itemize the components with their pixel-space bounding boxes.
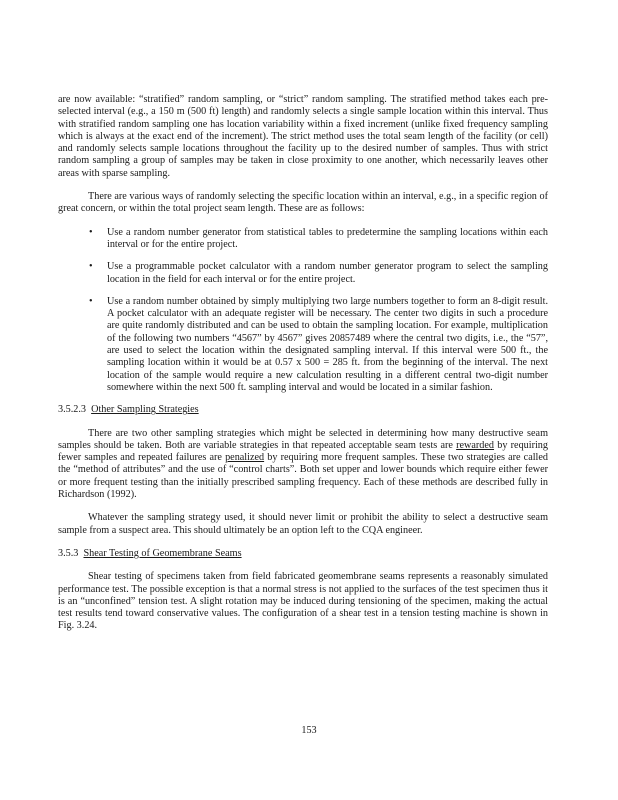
bullet-list xyxy=(58,227,548,395)
paragraph-shear-testing: Shear testing of specimens taken from field fabricated geomembrane seams represents a reasonably simulated performance test. The possible exception is that a normal stress is not applied to the surfaces of the test specimen thus it is an “unconfined” tension test. A slight rotation may be induced during tensioning of the specimen, making the actual test results tend toward conservative values. The configuration of a shear test in a tension testing machine is shown in Fig. 3.24. xyxy=(58,571,548,632)
text-span: by requiring more frequent samples. These two strategies are called the “method of attributes” and the use of “control charts”. Both set upper and lower bounds which require either fewer or more frequent testing than the initially prescribed sampling frequency. Each of these methods are described fully in Richardson (1992). xyxy=(58,452,548,501)
section-title: Shear Testing of Geomembrane Seams xyxy=(83,547,242,559)
bullet-icon: • xyxy=(89,226,93,238)
section-heading-shear-testing xyxy=(58,548,548,560)
list-item-text: Use a random number generator from statistical tables to predetermine the sampling locations within each interval or for the entire project. xyxy=(107,226,548,250)
section-heading-other-sampling xyxy=(58,404,548,416)
section-number: 3.5.3 xyxy=(58,547,79,559)
list-item-text: Use a programmable pocket calculator with a random number generator program to select the sampling location in the field for each interval or for the entire project. xyxy=(107,261,548,285)
text-span: There are two other sampling strategies which might be selected in determining how many destructive seam samples should be taken. Both are variable strategies in that repeated acceptable seam tests are xyxy=(58,427,548,451)
list-item-text: Use a random number obtained by simply multiplying two large numbers together to form an 8-digit result. A pocket calculator with an adequate register will be necessary. The center two digits in such a procedure are quite randomly distributed and can be used to obtain the sampling location. For example, multiplication of the following two numbers “4567” by 4567” gives 20857489 where the central two digits, i.e., the “57”, are used to select the location within the designated sampling interval. If this interval were 500 ft., the sampling location within it would be at 0.57 x 500 = 285 ft. from the beginning of the interval. The next location of the sample would require a new calculation resulting in a different central two-digit number somewhere within the next 500 ft. sampling interval and would be located in a similar fashion. xyxy=(107,295,548,393)
document-page xyxy=(58,94,548,633)
list-item xyxy=(58,227,548,252)
bullet-icon: • xyxy=(89,261,93,273)
underlined-word-rewarded: rewarded xyxy=(456,439,495,451)
paragraph-sampling-methods: are now available: “stratified” random sampling, or “strict” random sampling. The stratified method takes each pre-selected interval (e.g., a 150 m (500 ft) length) and randomly selects a single sample location within this interval. Thus with stratified random sampling one has location variability within a fixed increment (unlike fixed frequency sampling which is always at the exact end of the increment). The strict method uses the total seam length of the facility (or cell) and randomly selects sample locations throughout the facility up to the desired number of samples. Thus with strict random sampling a group of samples may be taken in close proximity to one another, which necessarily leaves other areas with sparse sampling. xyxy=(58,94,548,179)
paragraph-other-strategies xyxy=(58,428,548,502)
section-number: 3.5.2.3 xyxy=(58,404,87,416)
underlined-word-penalized: penalized xyxy=(225,452,265,464)
paragraph-random-selection: There are various ways of randomly selecting the specific location within an interval, e.g., in a specific region of great concern, or within the total project seam length. These are as follows: xyxy=(58,191,548,215)
list-item xyxy=(58,261,548,286)
bullet-icon: • xyxy=(89,295,93,307)
section-title: Other Sampling Strategies xyxy=(91,404,199,416)
list-item xyxy=(58,296,548,394)
text-span: by requiring fewer samples and repeated failures are xyxy=(58,439,548,464)
paragraph-sampling-strategy-note: Whatever the sampling strategy used, it should never limit or prohibit the ability to select a destructive seam sample from a suspect area. This should ultimately be an option left to the CQA engineer. xyxy=(58,512,548,536)
page-number: 153 xyxy=(301,725,317,736)
